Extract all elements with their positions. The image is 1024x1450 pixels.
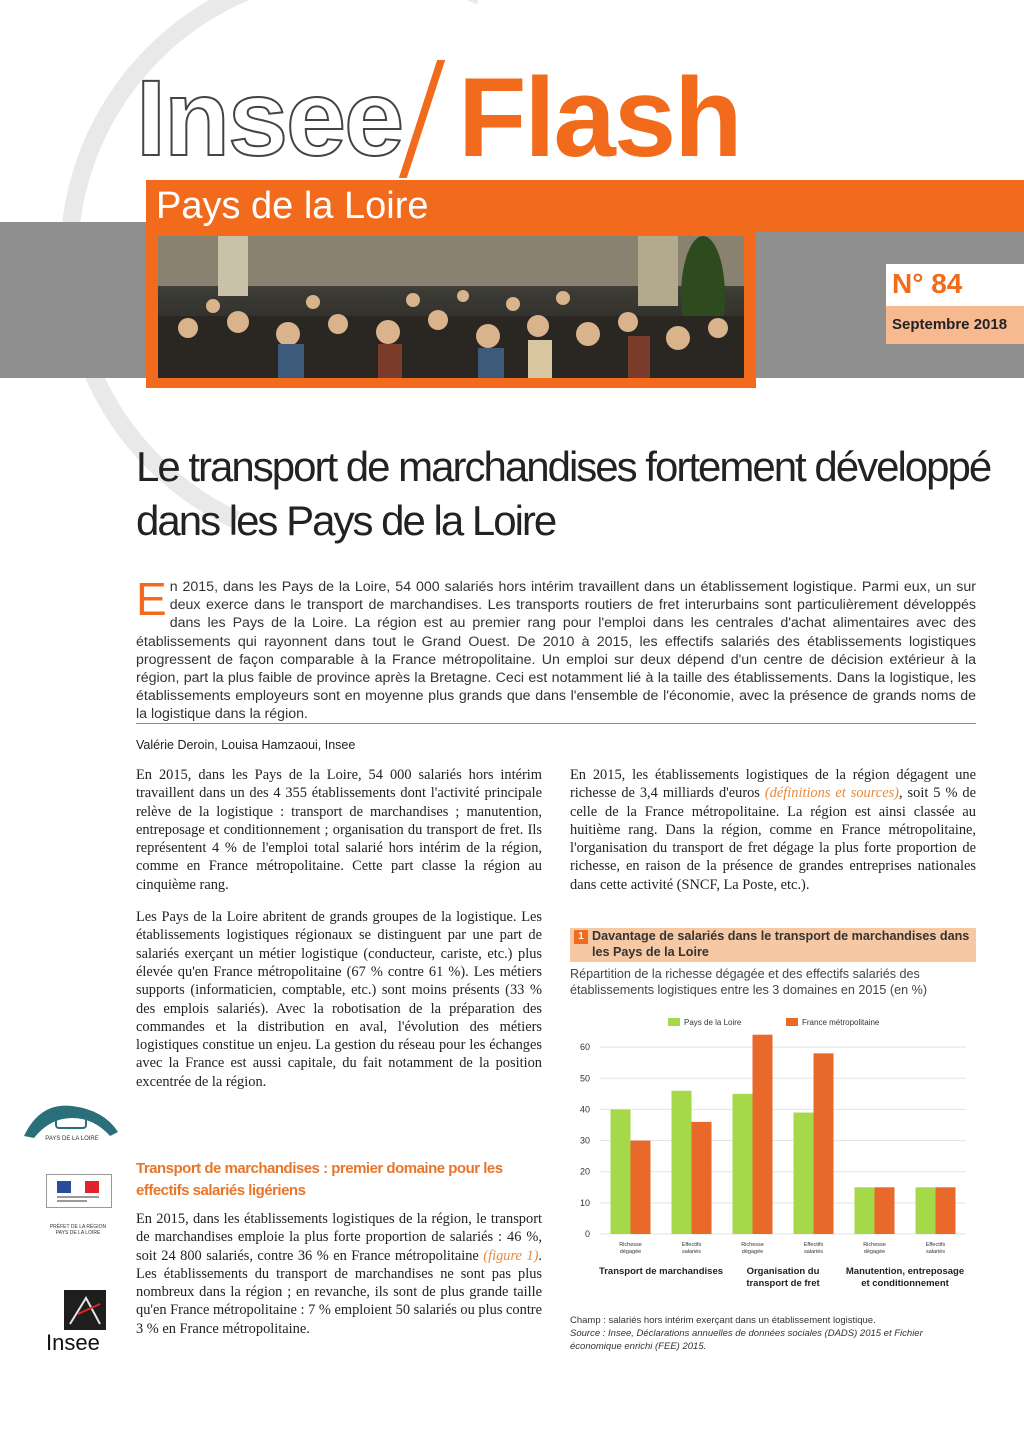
y-tick-label: 30 bbox=[579, 1135, 590, 1146]
paragraph-3 bbox=[136, 1210, 542, 1338]
figure-subtitle: Répartition de la richesse dégagée et des effectifs salariés des établissements logistiques entre les 3 domaines en 2015 (en %) bbox=[570, 967, 928, 997]
y-tick-label: 40 bbox=[579, 1104, 590, 1115]
paragraph-1: En 2015, dans les Pays de la Loire, 54 000 salariés hors intérim travaillent dans un des 4 355 établissements dont l'activité principale relève de la logistique : transport de marchandises ; manutention, entreposage et conditionnement ; organisation du transport de fret. Ils représentent 4 % de l'emploi total salarié hors intérim de la région, comme en France métropolitaine. Cette part classe la région au cinquième rang. bbox=[136, 767, 542, 893]
left-column-lower bbox=[136, 1210, 542, 1352]
y-tick-label: 0 bbox=[584, 1229, 590, 1239]
bar bbox=[753, 1035, 773, 1234]
authors: Valérie Deroin, Louisa Hamzaoui, Insee bbox=[136, 738, 356, 752]
region-name: Pays de la Loire bbox=[156, 185, 429, 227]
insee-logo-text: Insee bbox=[46, 1330, 100, 1355]
legend-label: France métropolitaine bbox=[802, 1018, 880, 1027]
right-column bbox=[570, 766, 976, 908]
crowd-photo bbox=[158, 236, 744, 378]
y-tick-label: 10 bbox=[579, 1197, 590, 1208]
page-title: Le transport de marchandises fortement développé dans les Pays de la Loire bbox=[136, 443, 991, 544]
figure-source: Source : Insee, Déclarations annuelles de données sociales (DADS) 2015 et Fichier économique enrichi (FEE) 2015. bbox=[570, 1328, 923, 1352]
bar bbox=[672, 1091, 692, 1234]
y-tick-label: 50 bbox=[579, 1073, 590, 1084]
bar bbox=[875, 1187, 895, 1234]
paragraph-3-text-a: En 2015, dans les établissements logistiques de la région, le transport de marchandises emploie la plus forte proportion de salariés : 46 %, soit 24 800 salariés, contre 36 % en France métropolitaine bbox=[136, 1211, 542, 1264]
bar bbox=[733, 1094, 753, 1234]
abstract-dropcap: E bbox=[136, 573, 167, 625]
left-column bbox=[136, 766, 542, 1105]
bar bbox=[631, 1141, 651, 1234]
figure-title: Davantage de salariés dans le transport de marchandises dans les Pays de la Loire bbox=[592, 929, 970, 959]
figure-number: 1 bbox=[574, 930, 588, 944]
x-tick-label: Richesse dégagée bbox=[619, 1242, 642, 1255]
figure-notes bbox=[570, 1314, 976, 1353]
x-tick-label: Richesse dégagée bbox=[863, 1242, 886, 1255]
figure-1-link[interactable]: (figure 1) bbox=[483, 1247, 539, 1264]
bar bbox=[692, 1122, 712, 1234]
y-tick-label: 60 bbox=[579, 1042, 590, 1053]
prefecture-logo bbox=[46, 1174, 112, 1208]
brand-insee: Insee bbox=[136, 57, 403, 178]
x-tick-label: Effectifs salariés bbox=[925, 1242, 946, 1255]
x-tick-label: Richesse dégagée bbox=[741, 1242, 764, 1255]
issue-number: N° 84 bbox=[892, 268, 963, 299]
paragraph-2: Les Pays de la Loire abritent de grands groupes de la logistique. Les établissements logistiques régionaux se distinguent par une part de salariés exerçant un métier logistique (conducteur, cariste, etc.) plus élevée qu'en France métropolitaine (67 % contre 61 %). Les métiers supports (informaticien, comptable, etc.) sont moins présents (33 % des emplois salariés). Avec la robotisation de la préparation des commandes et la distribution en aval, l'évolution des métiers logistiques constitue un enjeu. La gestion du réseau pour les échanges avec la France est aussi capitale, du fait notamment de la position excentrée de la région. bbox=[136, 909, 542, 1090]
figure-note: Champ : salariés hors intérim exerçant dans un établissement logistique. bbox=[570, 1315, 876, 1326]
abstract-divider bbox=[136, 723, 976, 724]
group-label: Manutention, entreposage et conditionnement bbox=[845, 1266, 965, 1289]
x-tick-label: Effectifs salariés bbox=[681, 1242, 702, 1255]
insee-logo-mark bbox=[64, 1290, 106, 1330]
crowd-photo-illustration bbox=[158, 236, 744, 378]
abstract bbox=[136, 573, 976, 724]
prefecture-logo-label: PRÉFET DE LA RÉGION PAYS DE LA LOIRE bbox=[49, 1224, 107, 1236]
definitions-link[interactable]: (définitions et sources) bbox=[764, 785, 899, 802]
bar bbox=[916, 1187, 936, 1234]
section-heading: Transport de marchandises : premier domaine pour les effectifs salariés ligériens bbox=[136, 1160, 503, 1199]
bar bbox=[794, 1113, 814, 1234]
paragraph-4-text-b: , soit 5 % de celle de la France métropolitaine. La région est ainsi classée au huitième rang. Dans la région, comme en France métropolitaine, l'organisation du transport de fret dégage la plus forte proportion de richesse, en raison de la présence de grandes entreprises nationales dans cette activité (SNCF, La Poste, etc.). bbox=[570, 785, 977, 893]
y-tick-label: 20 bbox=[579, 1166, 590, 1177]
group-label: Transport de marchandises bbox=[598, 1266, 724, 1277]
bar-chart bbox=[566, 1004, 976, 1304]
bar bbox=[936, 1187, 956, 1234]
legend-swatch bbox=[786, 1018, 798, 1026]
bar bbox=[611, 1109, 631, 1234]
paragraph-3-text-b: . Les établissements du transport de marchandises ne sont pas plus nombreux dans la région ; en revanche, ils sont de plus grande taille qu'en France métropolitaine : 7 % emploient 50 salariés ou plus contre 3 % en France métropolitaine. bbox=[136, 1247, 543, 1337]
x-tick-label: Effectifs salariés bbox=[803, 1242, 824, 1255]
abstract-text: n 2015, dans les Pays de la Loire, 54 000 salariés hors intérim travaillent dans un établissement logistique. Parmi eux, un sur deux exerce dans le transport de marchandises. Les transports routiers de fret interurbains sont particulièrement développés dans les Pays de la Loire. La région est au premier rang pour l'emploi dans les centrales d'achat alimentaires avec des établissements qui rayonnent dans tout le Grand Ouest. De 2010 à 2015, les effectifs salariés des établissements logistiques progressent de façon comparable à la France métropolitaine. Un emploi sur deux dépend d'un centre de décision extérieur à la région, part la plus faible de province après la Bretagne. Ceci est notamment lié à la taille des établissements. Dans la logistique, les établissements employeurs sont en moyenne plus grands que dans l'ensemble de l'économie, avec la présence de grands noms de la logistique dans la région. bbox=[136, 579, 976, 723]
bar bbox=[855, 1187, 875, 1234]
publication-date: Septembre 2018 bbox=[892, 316, 1008, 333]
legend-label: Pays de la Loire bbox=[684, 1018, 742, 1027]
paragraph-4 bbox=[570, 766, 976, 894]
brand-flash: Flash bbox=[458, 55, 741, 180]
paragraph-4-text-a: En 2015, les établissements logistiques de la région dégagent une richesse de 3,4 milliards d'euros bbox=[570, 767, 976, 802]
region-logo-label: PAYS DE LA LOIRE bbox=[45, 1136, 99, 1142]
bar bbox=[814, 1053, 834, 1234]
group-label: Organisation du transport de fret bbox=[746, 1266, 820, 1289]
legend-swatch bbox=[668, 1018, 680, 1026]
